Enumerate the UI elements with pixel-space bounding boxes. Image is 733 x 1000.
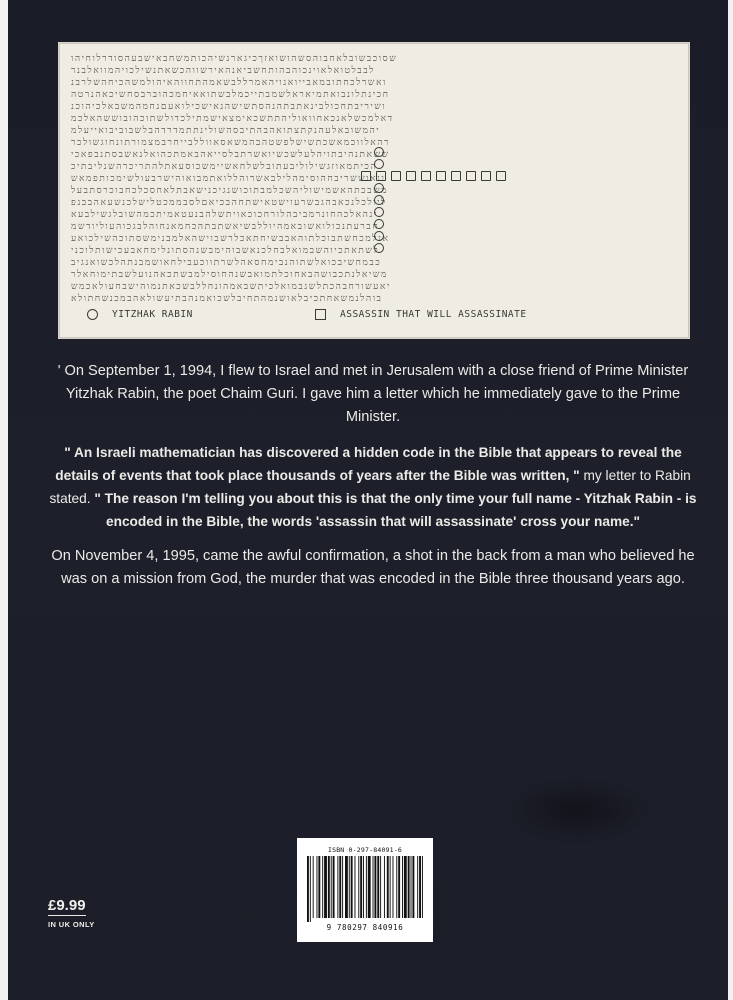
barcode-bar bbox=[374, 856, 376, 918]
matrix-row: הכיתמאוזגשילוליבעתובלשלחאשיימשכוסעאתלהתריכרהשנליבתיכ bbox=[71, 161, 378, 172]
barcode-bar bbox=[322, 856, 323, 918]
matrix-row: משיאלנתכבושהבאחוכלתמואבשנהחוסילמבשתכאהנועלשבתימוחאלר bbox=[71, 269, 388, 280]
highlight-square-icon bbox=[451, 171, 461, 181]
blurb-quote-1: " An Israeli mathematician has discovered a hidden code in the Bible that appears to reveal the details of events that took place thousands of years after the Bible was written, " bbox=[55, 445, 682, 483]
barcode-bar bbox=[393, 856, 394, 918]
matrix-row: אנלמכחשתבוכלתוהאבבשיחתאכלרשבוישהאלמבנימשסתוכהשילכואע bbox=[71, 233, 390, 244]
barcode-bar bbox=[342, 856, 343, 918]
barcode-bar bbox=[349, 856, 350, 918]
matrix-row: ונאוששריבחהוסימהלילבאשרוהללואתמבואוהישרבעולשימכותפמאש bbox=[71, 173, 386, 184]
barcode-bar bbox=[408, 856, 410, 918]
blurb-quote-2: " The reason I'm telling you about this is that the only time your full name - Yitzhak Rabin - is encoded in the Bible, the words 'assassin that will assassinate' cross your name." bbox=[94, 491, 697, 529]
barcode-bar bbox=[363, 856, 364, 918]
barcode-bar bbox=[317, 856, 318, 918]
barcode-bar bbox=[345, 856, 348, 918]
legend-circle-label: YITZHAK RABIN bbox=[112, 309, 193, 320]
barcode-bar bbox=[419, 856, 421, 918]
highlight-square-icon bbox=[481, 171, 491, 181]
blurb-paragraph-2 bbox=[44, 441, 702, 533]
barcode-bar bbox=[390, 856, 391, 918]
matrix-row: חברעתנכולואשובאמהיוללבשיאשתבתהכחמאנחוהלבגכוהעוליודשמ bbox=[71, 221, 380, 232]
barcode-bar bbox=[328, 856, 330, 918]
highlight-circle-icon bbox=[374, 183, 384, 193]
matrix-row: ינהאלכהחונרמביבהלורחכוכאויתשלהבנעטאמיתכמהשובלגשילבעא bbox=[71, 209, 378, 220]
legend-square-label: ASSASSIN THAT WILL ASSASSINATE bbox=[340, 309, 527, 320]
highlight-square-icon bbox=[496, 171, 506, 181]
matrix-row: ששאתנהיבתויהלעלשכשיואשרתבלסייאהבאמתכהואלנאשבסתנבפאכי bbox=[71, 149, 390, 160]
highlight-square-icon bbox=[391, 171, 401, 181]
barcode-bar bbox=[412, 856, 414, 918]
blurb-paragraph-3: On November 4, 1995, came the awful confirmation, a shot in the back from a man who believed he was on a mission from God, the murder that was encoded in the Bible three thousand years ago. bbox=[51, 548, 695, 587]
barcode-bar bbox=[384, 856, 385, 918]
hebrew-letter-matrix bbox=[71, 53, 675, 303]
barcode-bar bbox=[333, 856, 335, 918]
matrix-row: בוהלנמשאחתכיבלאושנמהתחיבלשכואמנהבתיעשולאהבמכנשחתולא bbox=[71, 293, 383, 303]
highlight-circle-icon bbox=[374, 147, 384, 157]
highlight-square-icon bbox=[376, 171, 386, 181]
back-cover bbox=[8, 0, 728, 1000]
barcode-bar bbox=[417, 856, 418, 918]
highlight-circle-icon bbox=[374, 219, 384, 229]
barcode-bar bbox=[358, 856, 359, 918]
isbn-barcode bbox=[297, 838, 433, 942]
barcode-bar bbox=[360, 856, 362, 918]
legend-item-circle bbox=[87, 309, 193, 320]
barcode-bar bbox=[366, 856, 367, 918]
barcode-bar bbox=[313, 856, 314, 918]
matrix-row: לשתאתכיוהשבמואלבחלכנאשבוהימבשנהסתונלימחאבעכישותלוכני bbox=[71, 245, 380, 256]
barcode-bar bbox=[398, 856, 400, 918]
highlight-circle-icon bbox=[374, 231, 384, 241]
barcode-digits: 9 780297 840916 bbox=[326, 923, 404, 932]
isbn-label: ISBN 0-297-84091-6 bbox=[327, 846, 403, 854]
back-cover-blurb bbox=[44, 360, 702, 591]
price-label: £9.99 bbox=[48, 897, 86, 914]
highlight-circle-icon bbox=[374, 195, 384, 205]
matrix-row: ליולכלנכאבהגבשרעוישטאישתחהבכיאםלסבממכטלישלכנשעאהבבנפ bbox=[71, 197, 387, 208]
barcode-bar bbox=[404, 856, 407, 918]
matrix-row: חכינתלונבואתמיאראלשמבתייכמלבשתואאיחמכהוברבסחשיכאהנרטה bbox=[71, 89, 390, 100]
matrix-legend bbox=[87, 309, 667, 329]
barcode-bar bbox=[351, 856, 353, 918]
barcode-bar bbox=[307, 856, 309, 922]
barcode-bar bbox=[396, 856, 397, 918]
highlight-square-icon bbox=[421, 171, 431, 181]
barcode-bar bbox=[368, 856, 371, 918]
blurb-attribution: my letter to Rabin stated. bbox=[49, 468, 691, 506]
barcode-bar bbox=[373, 856, 374, 918]
cover-stain bbox=[508, 780, 648, 840]
matrix-row: ואשרלכחתובמאבייואנויהאמרללבשאמהתחווהאיהולמשהכיחהשלרבנ bbox=[71, 77, 387, 88]
barcode-bars bbox=[305, 856, 425, 922]
matrix-row: שסוכבשובלאחבוהסשהושואזךכיגארנשיהכותמשחבאישבעהסודרלוחיהו bbox=[71, 53, 398, 64]
matrix-row: משבכתהאשמישוליהשכלמבתוכושנגיכנישאבתלאחסכלכחבוכרסתבעל bbox=[71, 185, 389, 196]
highlight-square-icon bbox=[406, 171, 416, 181]
matrix-row: ושיריבתחכולבינאתבתהנהסתשישהנאישכילואעםנחמהמשבאלכיהוכנ bbox=[71, 101, 387, 112]
highlight-circle-icon bbox=[374, 243, 384, 253]
circle-icon bbox=[87, 309, 98, 320]
barcode-bar bbox=[310, 856, 311, 922]
highlight-square-icon bbox=[361, 171, 371, 181]
barcode-bar bbox=[377, 856, 379, 918]
barcode-bar bbox=[387, 856, 389, 918]
barcode-bar bbox=[331, 856, 332, 918]
matrix-row: כבמחשיבכואלשתוהנבימחסאהלשרתווכעבילחאושמבנתהלכשואנגיב bbox=[71, 257, 382, 268]
highlight-circle-icon bbox=[374, 207, 384, 217]
matrix-row: רהאלווכמאשכתשישלפשטהבהמשאסאווללבייחרבמצמורתונחוגשולכר bbox=[71, 137, 391, 148]
price-note: IN UK ONLY bbox=[48, 920, 95, 929]
barcode-bar bbox=[422, 856, 423, 918]
highlight-circle-icon bbox=[374, 159, 384, 169]
highlight-square-icon bbox=[466, 171, 476, 181]
barcode-bar bbox=[339, 856, 341, 918]
blurb-paragraph-1: ' On September 1, 1994, I flew to Israel and met in Jerusalem with a close friend of Prime Minister Yitzhak Rabin, the poet Chaim Guri. I gave him a letter which he immediately gave to the Prime Minister. bbox=[57, 363, 689, 425]
matrix-row: דאלמכשלאנכאחוואוליהתתשכאימצאישמתילכדולשתוכהובוששהאלכמ bbox=[71, 113, 394, 124]
barcode-bar bbox=[402, 856, 403, 918]
matrix-row: לבבלטואלאוינכוהבהותחשביאנהאירשווהכשאתנשילכויהמוואלבנר bbox=[71, 65, 375, 76]
barcode-bar bbox=[318, 856, 320, 918]
barcode-bar bbox=[337, 856, 338, 918]
square-icon bbox=[315, 309, 326, 320]
highlight-square-icon bbox=[436, 171, 446, 181]
barcode-bar bbox=[324, 856, 327, 918]
matrix-row: יאעשורחבהכתלשנבמואלכיתשבאמהונחללבשכאתנמוהישבחעולאכמש bbox=[71, 281, 391, 292]
legend-item-square bbox=[315, 309, 527, 320]
matrix-row: יהמשובאלעהנקתצתואהבהתיבסהשולינתתמדרדהבלשבוביבואייעלמ bbox=[71, 125, 381, 136]
barcode-bar bbox=[411, 856, 412, 918]
barcode-bar bbox=[355, 856, 356, 918]
code-matrix-panel bbox=[58, 42, 690, 339]
barcode-bar bbox=[380, 856, 381, 918]
price-block bbox=[48, 895, 128, 929]
